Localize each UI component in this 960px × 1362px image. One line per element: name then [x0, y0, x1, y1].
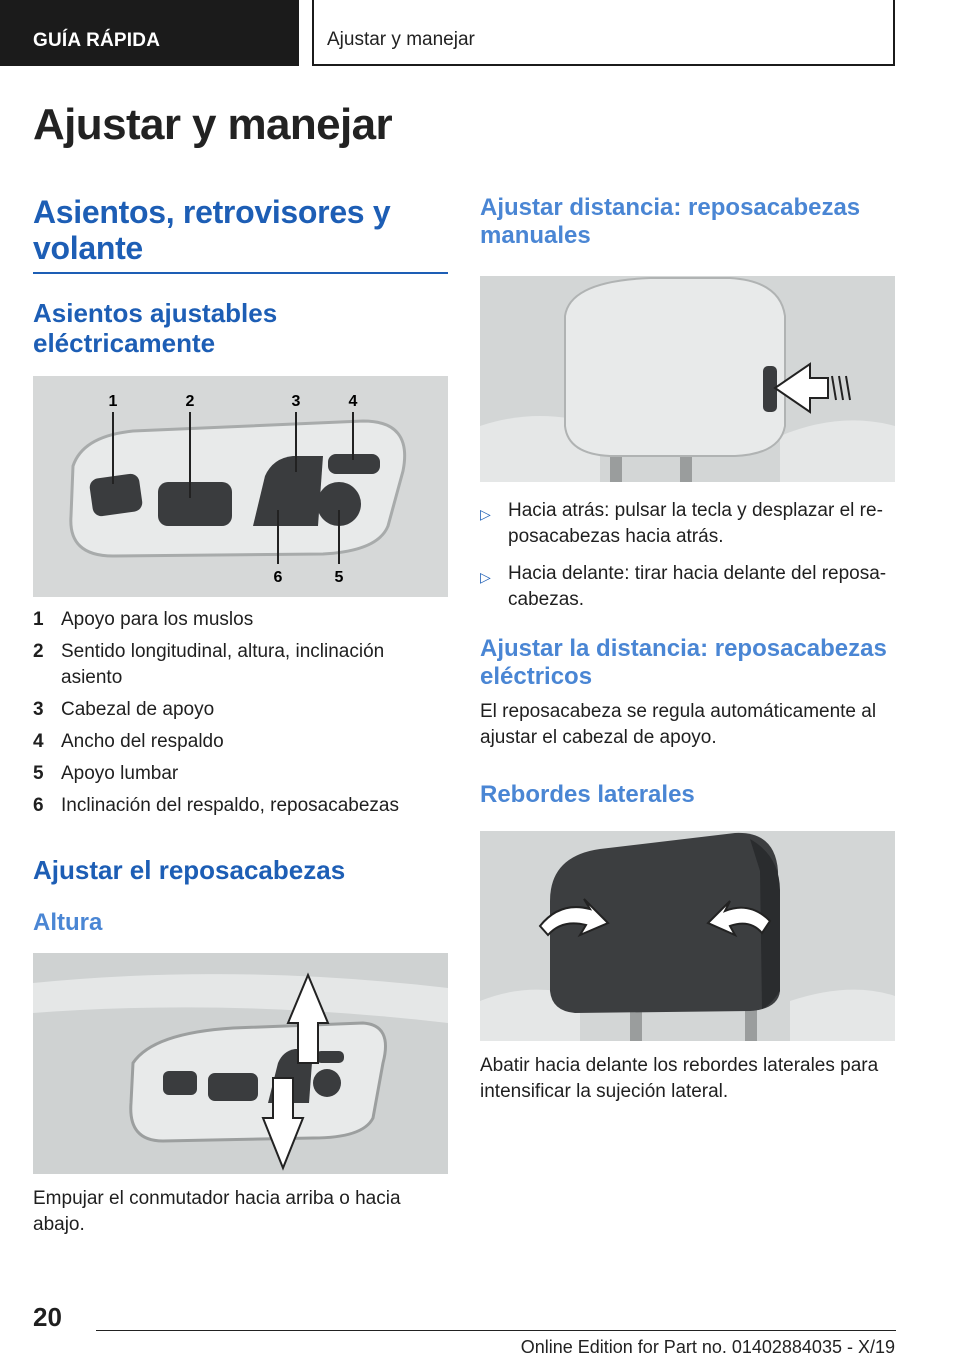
legend-number: 6	[33, 795, 44, 816]
footer-divider	[96, 1330, 896, 1331]
headrest-height-figure	[33, 953, 448, 1174]
section-title: Asientos, retrovisores y volante	[33, 194, 448, 274]
side-bolsters-text: Abatir hacia delante los rebordes laterales para intensificar la sujeción lateral.	[480, 1055, 879, 1102]
legend-item	[33, 607, 448, 633]
manual-steps-list	[480, 498, 895, 613]
electric-headrest-subtitle: Ajustar la distancia: reposacabezas eléctricos	[480, 635, 887, 690]
legend-text: Sentido longitudinal, altura, inclinación asiento	[61, 641, 385, 688]
legend-number: 1	[33, 609, 44, 630]
legend-text: Ancho del respaldo	[61, 731, 224, 752]
list-item-text: Hacia atrás: pulsar la tecla y desplazar el reposacabezas hacia atrás.	[508, 500, 883, 547]
legend-text: Apoyo lumbar	[61, 763, 179, 784]
height-subtitle: Altura	[33, 909, 103, 936]
header-chapter-tab	[312, 0, 895, 66]
header-chapter-label: Ajustar y manejar	[327, 29, 475, 50]
right-column	[480, 194, 895, 1105]
triangle-bullet-icon: ▷	[480, 506, 491, 522]
legend-item	[33, 729, 448, 755]
figure-label-2: 2	[185, 393, 195, 410]
footer-edition: Online Edition for Part no. 01402884035 - X/19	[520, 1337, 895, 1357]
header-section-tab	[0, 0, 299, 66]
headrest-subtitle: Ajustar el reposacabezas	[33, 855, 346, 885]
manual-headrest-subtitle: Ajustar distancia: reposacabezas manuales	[480, 194, 861, 249]
seat-controls-figure	[33, 376, 448, 597]
triangle-bullet-icon: ▷	[480, 569, 491, 585]
legend-item	[33, 639, 448, 691]
figure-label-1: 1	[108, 393, 118, 410]
page-title: Ajustar y manejar	[33, 100, 393, 149]
left-column	[33, 194, 448, 1238]
manual-headrest-figure	[480, 276, 895, 482]
legend-number: 5	[33, 763, 44, 784]
seats-subtitle: Asientos ajustables eléctricamente	[33, 298, 278, 358]
figure-label-3: 3	[291, 393, 301, 410]
figure-label-4: 4	[348, 393, 358, 410]
legend-item	[33, 761, 448, 787]
legend-item	[33, 697, 448, 723]
height-instruction: Empujar el conmutador hacia arriba o hacia abajo.	[33, 1188, 401, 1235]
list-item	[480, 561, 895, 613]
legend-number: 2	[33, 641, 44, 662]
page-number: 20	[33, 1302, 62, 1332]
figure-label-5: 5	[334, 569, 344, 586]
legend-item	[33, 793, 448, 819]
side-bolsters-subtitle: Rebordes laterales	[480, 781, 695, 808]
legend-text: Apoyo para los muslos	[61, 609, 254, 630]
header-section-label: GUÍA RÁPIDA	[33, 30, 161, 51]
legend-text: Inclinación del respaldo, reposacabezas	[61, 795, 399, 816]
legend-number: 4	[33, 731, 44, 752]
legend-number: 3	[33, 699, 44, 720]
electric-headrest-text: El reposacabeza se regula automáticamente al ajustar el cabezal de apoyo.	[480, 701, 877, 748]
side-bolsters-figure	[480, 831, 895, 1041]
list-item-text: Hacia delante: tirar hacia delante del reposacabezas.	[508, 563, 887, 610]
figure-label-6: 6	[273, 569, 283, 586]
legend-text: Cabezal de apoyo	[61, 699, 215, 720]
seat-legend	[33, 607, 448, 819]
list-item	[480, 498, 895, 550]
